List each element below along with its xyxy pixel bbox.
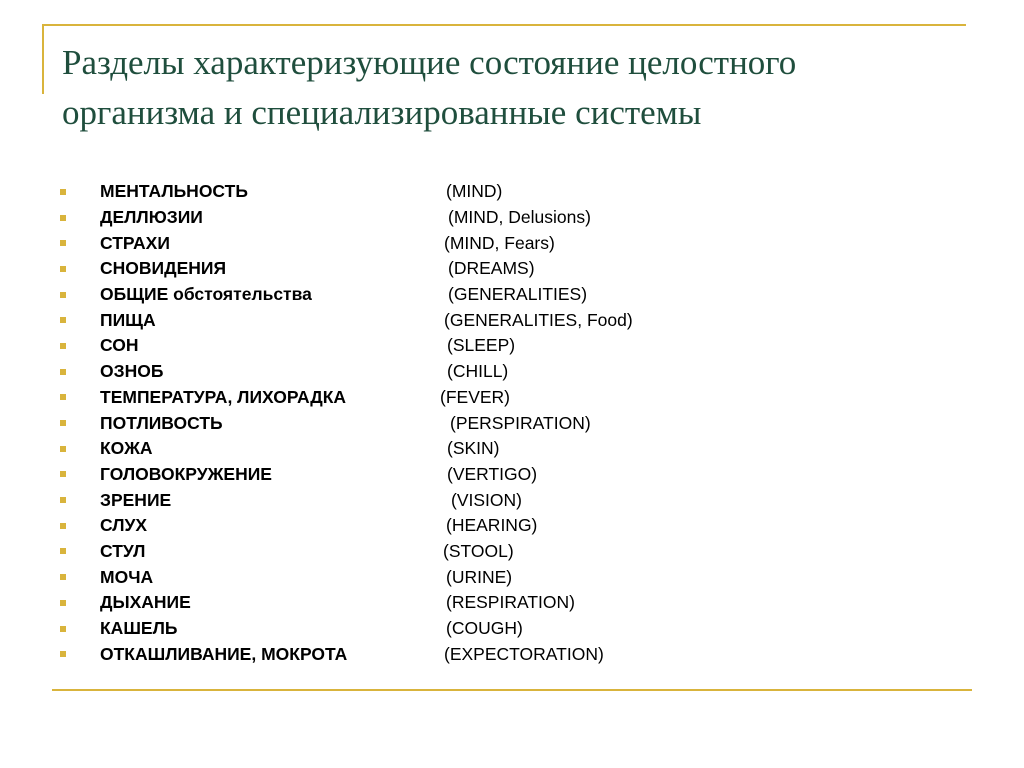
section-ru: ТЕМПЕРАТУРА, ЛИХОРАДКА xyxy=(100,386,347,407)
square-bullet-icon xyxy=(60,343,66,349)
section-en: (RESPIRATION) xyxy=(446,592,575,613)
square-bullet-icon xyxy=(60,548,66,554)
square-bullet-icon xyxy=(60,317,66,323)
section-ru: СОН xyxy=(100,335,139,356)
section-ru: СТУЛ xyxy=(100,540,146,561)
section-en: (MIND, Fears) xyxy=(444,232,555,253)
list-item xyxy=(58,307,633,333)
section-en: (MIND) xyxy=(446,181,503,202)
section-ru: ЗРЕНИЕ xyxy=(100,489,172,510)
section-en: (VERTIGO) xyxy=(447,463,538,484)
section-en: (GENERALITIES, Food) xyxy=(444,309,633,330)
section-ru: СЛУХ xyxy=(100,515,148,536)
square-bullet-icon xyxy=(60,497,66,503)
section-ru: МЕНТАЛЬНОСТЬ xyxy=(100,181,248,202)
section-ru: СТРАХИ xyxy=(100,232,170,253)
list-item xyxy=(58,641,633,667)
section-ru: СНОВИДЕНИЯ xyxy=(100,258,227,279)
square-bullet-icon xyxy=(60,189,66,195)
section-en: (DREAMS) xyxy=(448,258,535,279)
section-en: (EXPECTORATION) xyxy=(444,643,604,664)
list-item xyxy=(58,230,633,256)
section-ru: ГОЛОВОКРУЖЕНИЕ xyxy=(100,463,272,484)
square-bullet-icon xyxy=(60,369,66,375)
list-item xyxy=(58,205,633,231)
square-bullet-icon xyxy=(60,626,66,632)
section-ru: ПОТЛИВОСТЬ xyxy=(100,412,223,433)
list-item xyxy=(58,333,633,359)
list-item xyxy=(58,513,633,539)
left-accent-line xyxy=(42,24,44,94)
list-item xyxy=(58,462,633,488)
section-en: (STOOL) xyxy=(443,540,514,561)
section-ru: ДЕЛЛЮЗИИ xyxy=(100,207,203,228)
section-ru: ОБЩИЕ обстоятельства xyxy=(100,284,312,305)
square-bullet-icon xyxy=(60,523,66,529)
square-bullet-icon xyxy=(60,215,66,221)
section-en: (HEARING) xyxy=(446,515,538,536)
section-ru: ОЗНОБ xyxy=(100,361,164,382)
section-en: (SLEEP) xyxy=(447,335,516,356)
list-item xyxy=(58,179,633,205)
list-item xyxy=(58,539,633,565)
sections-list xyxy=(58,179,633,667)
square-bullet-icon xyxy=(60,651,66,657)
section-ru: ДЫХАНИЕ xyxy=(100,592,191,613)
square-bullet-icon xyxy=(60,574,66,580)
section-ru: ПИЩА xyxy=(100,309,156,330)
list-item xyxy=(58,385,633,411)
section-en: (GENERALITIES) xyxy=(448,284,588,305)
square-bullet-icon xyxy=(60,446,66,452)
list-item xyxy=(58,256,633,282)
list-item xyxy=(58,282,633,308)
section-en: (FEVER) xyxy=(440,386,510,407)
section-en: (MIND, Delusions) xyxy=(448,207,591,228)
bottom-accent-line xyxy=(52,689,972,691)
section-en: (COUGH) xyxy=(446,618,523,639)
square-bullet-icon xyxy=(60,292,66,298)
slide-title: Разделы характеризующие состояние целостного организма и специализированные системы xyxy=(62,43,797,132)
list-item xyxy=(58,590,633,616)
section-ru: ОТКАШЛИВАНИЕ, МОКРОТА xyxy=(100,643,348,664)
section-ru: КАШЕЛЬ xyxy=(100,618,178,639)
square-bullet-icon xyxy=(60,471,66,477)
list-item xyxy=(58,410,633,436)
section-en: (VISION) xyxy=(451,489,522,510)
section-en: (CHILL) xyxy=(447,361,509,382)
list-item xyxy=(58,616,633,642)
square-bullet-icon xyxy=(60,266,66,272)
list-item xyxy=(58,487,633,513)
square-bullet-icon xyxy=(60,600,66,606)
section-ru: МОЧА xyxy=(100,566,154,587)
square-bullet-icon xyxy=(60,240,66,246)
square-bullet-icon xyxy=(60,420,66,426)
section-en: (SKIN) xyxy=(447,438,500,459)
top-accent-line xyxy=(42,24,966,26)
square-bullet-icon xyxy=(60,394,66,400)
list-item xyxy=(58,436,633,462)
section-en: (URINE) xyxy=(446,566,513,587)
section-en: (PERSPIRATION) xyxy=(450,412,591,433)
section-ru: КОЖА xyxy=(100,438,153,459)
list-item xyxy=(58,359,633,385)
list-item xyxy=(58,564,633,590)
